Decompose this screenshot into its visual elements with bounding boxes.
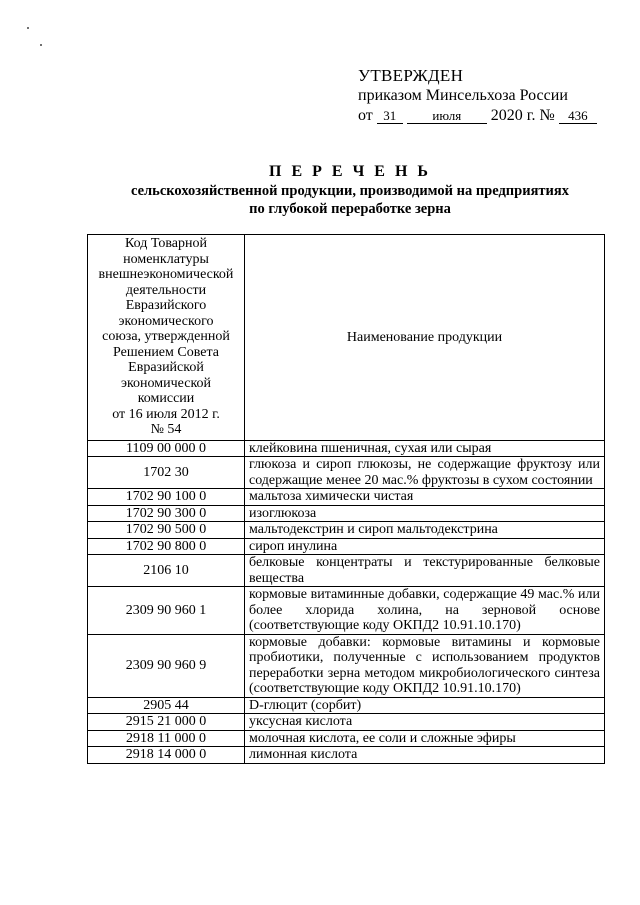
row-name: изоглюкоза	[245, 505, 605, 522]
products-table	[87, 234, 605, 764]
table-header-row	[88, 235, 605, 441]
table-row	[88, 522, 605, 539]
title-subtitle-line1: сельскохозяйственной продукции, производимой на предприятиях	[130, 183, 570, 199]
number-label: №	[539, 107, 555, 124]
table-row	[88, 505, 605, 522]
table-row	[88, 587, 605, 635]
header-code-line: Код Товарной	[125, 236, 207, 251]
order-date-line	[358, 106, 597, 126]
row-code: 2309 90 960 1	[88, 587, 245, 635]
header-code-line: экономического	[118, 313, 214, 329]
header-code-line: внешнеэкономической	[98, 267, 234, 282]
order-label: приказом Минсельхоза России	[358, 87, 568, 104]
header-code-line: номенклатуры	[123, 251, 209, 267]
title-subtitle-line2: по глубокой переработке зерна	[249, 201, 451, 217]
row-code: 1702 90 100 0	[88, 489, 245, 506]
row-name: сироп инулина	[245, 538, 605, 555]
row-code: 1109 00 000 0	[88, 440, 245, 457]
header-name-cell: Наименование продукции	[245, 235, 605, 441]
order-month: июля	[407, 108, 487, 124]
approval-block	[358, 66, 597, 126]
order-year: 2020 г.	[490, 107, 536, 124]
row-name: уксусная кислота	[245, 714, 605, 731]
row-name: кормовые добавки: кормовые витамины и кормовые пробиотики, полученные с использованием продуктов переработки зерна методом микробиологического синтеза (соответствующие коду ОКПД2 10.91.10.170)	[245, 634, 605, 697]
order-day: 31	[377, 108, 403, 124]
row-code: 2905 44	[88, 697, 245, 714]
row-name: мальтоза химически чистая	[245, 489, 605, 506]
header-code-line: Евразийского	[125, 298, 207, 313]
header-code-line: Евразийской	[128, 360, 204, 375]
row-code: 2918 11 000 0	[88, 730, 245, 747]
table-row	[88, 747, 605, 764]
row-code: 1702 90 300 0	[88, 505, 245, 522]
approved-label: УТВЕРЖДЕН	[358, 66, 464, 85]
table-row	[88, 538, 605, 555]
table-row	[88, 457, 605, 489]
row-name: клейковина пшеничная, сухая или сырая	[245, 440, 605, 457]
row-name: кормовые витаминные добавки, содержащие 49 мас.% или более хлорида холина, на зерновой основе (соответствующие коду ОКПД2 10.91.10.170)	[245, 587, 605, 635]
row-code: 1702 90 800 0	[88, 538, 245, 555]
row-code: 2106 10	[88, 555, 245, 587]
header-code-cell	[88, 235, 245, 441]
header-code-line: деятельности	[125, 282, 207, 298]
table-row	[88, 714, 605, 731]
row-name: лимонная кислота	[245, 747, 605, 764]
header-code-line: союза, утвержденной	[102, 329, 230, 344]
header-code-line: № 54	[150, 422, 182, 437]
row-code: 2915 21 000 0	[88, 714, 245, 731]
header-code-line: от 16 июля 2012 г.	[112, 406, 220, 422]
table-row	[88, 489, 605, 506]
row-code: 1702 30	[88, 457, 245, 489]
header-code-line: экономической	[120, 375, 212, 391]
order-number: 436	[559, 108, 597, 124]
row-name: молочная кислота, ее соли и сложные эфиры	[245, 730, 605, 747]
row-name: белковые концентраты и текстурированные белковые вещества	[245, 555, 605, 587]
row-name: глюкоза и сироп глюкозы, не содержащие фруктозу или содержащие менее 20 мас.% фруктозы в сухом состоянии	[245, 457, 605, 489]
scan-speck	[27, 27, 29, 29]
row-code: 1702 90 500 0	[88, 522, 245, 539]
scan-speck	[40, 44, 42, 46]
header-code-line: комиссии	[137, 391, 195, 406]
row-name: D-глюцит (сорбит)	[245, 697, 605, 714]
document-title	[60, 162, 640, 218]
row-code: 2918 14 000 0	[88, 747, 245, 764]
header-code-line: Решением Совета	[113, 344, 219, 360]
table-row	[88, 634, 605, 697]
from-label: от	[358, 107, 373, 124]
table-row	[88, 440, 605, 457]
row-code: 2309 90 960 9	[88, 634, 245, 697]
table-row	[88, 555, 605, 587]
row-name: мальтодекстрин и сироп мальтодекстрина	[245, 522, 605, 539]
title-heading: П Е Р Е Ч Е Н Ь	[269, 163, 431, 180]
table-row	[88, 730, 605, 747]
table-row	[88, 697, 605, 714]
